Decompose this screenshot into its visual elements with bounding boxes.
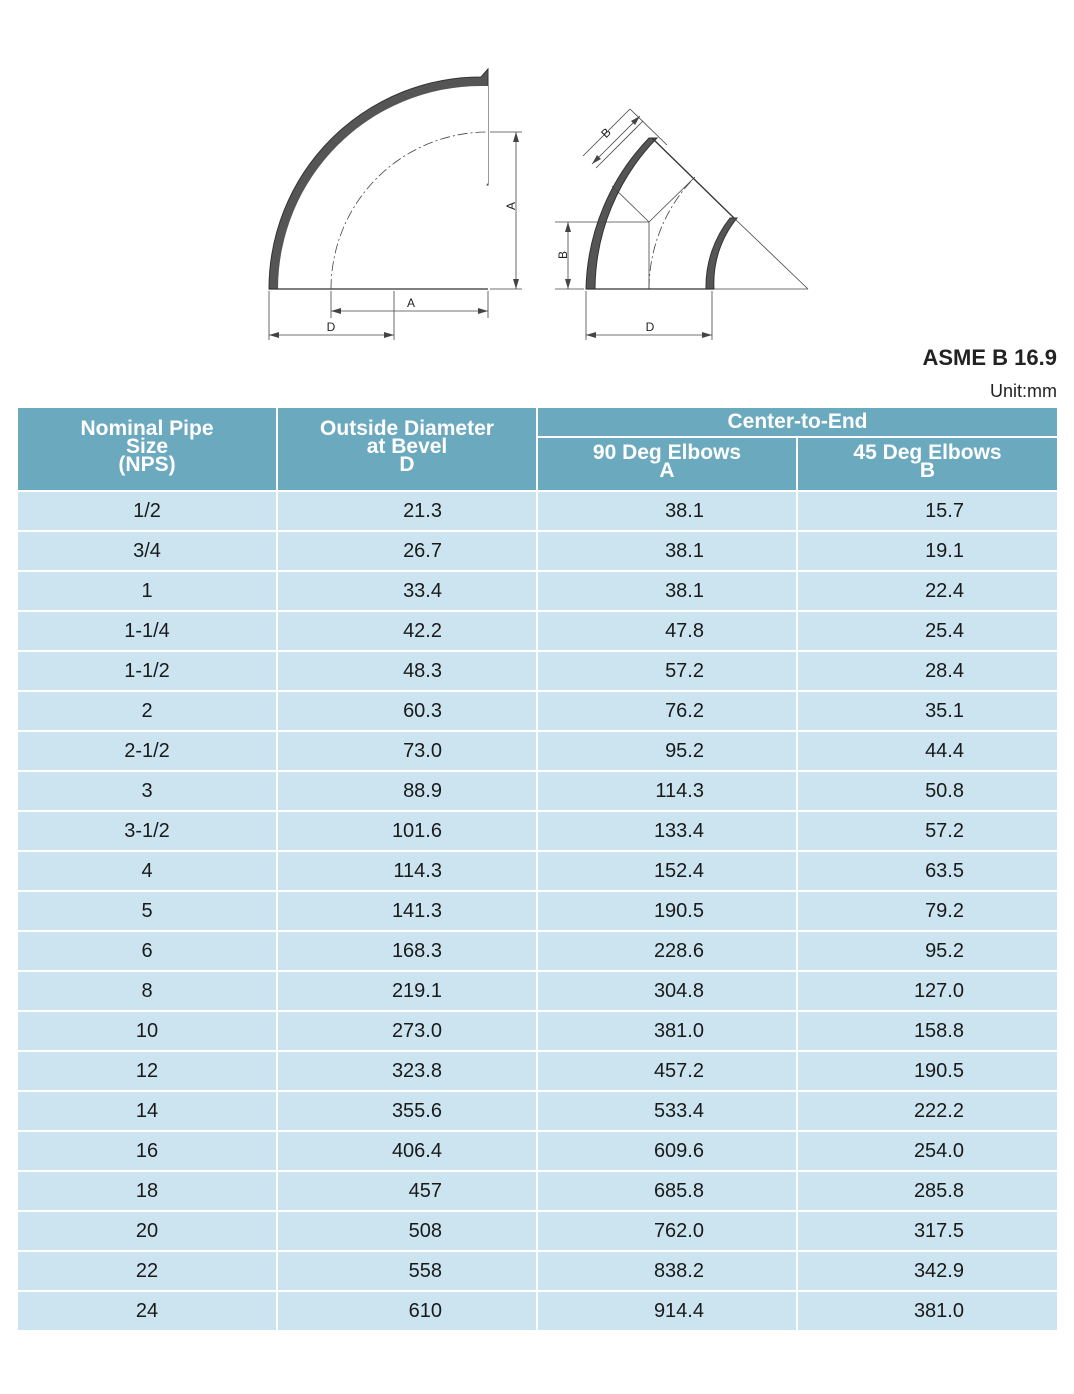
cell-outside-diameter: 88.9 xyxy=(277,771,537,811)
cell-center-to-end-90: 95.2 xyxy=(537,731,797,771)
cell-center-to-end-45: 57.2 xyxy=(797,811,1058,851)
cell-nps: 1 xyxy=(17,571,277,611)
header-nps: Nominal Pipe Size (NPS) xyxy=(17,407,277,491)
table-row xyxy=(17,1091,1058,1131)
cell-center-to-end-45: 190.5 xyxy=(797,1051,1058,1091)
cell-outside-diameter: 48.3 xyxy=(277,651,537,691)
cell-nps: 14 xyxy=(17,1091,277,1131)
table-row xyxy=(17,1211,1058,1251)
cell-nps: 12 xyxy=(17,1051,277,1091)
cell-center-to-end-90: 38.1 xyxy=(537,491,797,531)
dim-label-d-90: D xyxy=(326,320,336,334)
table-row xyxy=(17,771,1058,811)
table-row xyxy=(17,851,1058,891)
table-row xyxy=(17,1131,1058,1171)
cell-outside-diameter: 508 xyxy=(277,1211,537,1251)
cell-center-to-end-45: 22.4 xyxy=(797,571,1058,611)
cell-outside-diameter: 457 xyxy=(277,1171,537,1211)
cell-nps: 5 xyxy=(17,891,277,931)
cell-outside-diameter: 558 xyxy=(277,1251,537,1291)
cell-outside-diameter: 73.0 xyxy=(277,731,537,771)
header-center-to-end: Center-to-End xyxy=(537,407,1058,437)
table-row xyxy=(17,571,1058,611)
cell-outside-diameter: 33.4 xyxy=(277,571,537,611)
cell-center-to-end-45: 15.7 xyxy=(797,491,1058,531)
cell-nps: 4 xyxy=(17,851,277,891)
header-outside-diameter: Outside Diameter at Bevel D xyxy=(277,407,537,491)
cell-center-to-end-90: 152.4 xyxy=(537,851,797,891)
cell-nps: 24 xyxy=(17,1291,277,1331)
cell-center-to-end-45: 35.1 xyxy=(797,691,1058,731)
cell-center-to-end-45: 50.8 xyxy=(797,771,1058,811)
cell-center-to-end-90: 57.2 xyxy=(537,651,797,691)
cell-nps: 20 xyxy=(17,1211,277,1251)
header-90-deg-elbows: 90 Deg Elbows A xyxy=(537,437,797,491)
elbow-90-drawing xyxy=(269,69,522,340)
cell-center-to-end-90: 190.5 xyxy=(537,891,797,931)
dim-label-a-vertical: A xyxy=(504,201,518,211)
cell-nps: 3-1/2 xyxy=(17,811,277,851)
table-row xyxy=(17,811,1058,851)
cell-center-to-end-45: 25.4 xyxy=(797,611,1058,651)
cell-center-to-end-90: 762.0 xyxy=(537,1211,797,1251)
cell-center-to-end-90: 457.2 xyxy=(537,1051,797,1091)
dim-label-d-45: D xyxy=(645,320,655,334)
cell-outside-diameter: 355.6 xyxy=(277,1091,537,1131)
cell-center-to-end-45: 44.4 xyxy=(797,731,1058,771)
cell-center-to-end-45: 95.2 xyxy=(797,931,1058,971)
cell-outside-diameter: 141.3 xyxy=(277,891,537,931)
cell-nps: 18 xyxy=(17,1171,277,1211)
cell-center-to-end-90: 114.3 xyxy=(537,771,797,811)
cell-center-to-end-90: 533.4 xyxy=(537,1091,797,1131)
table-row xyxy=(17,731,1058,771)
cell-nps: 22 xyxy=(17,1251,277,1291)
elbow-45-drawing xyxy=(555,109,808,340)
cell-center-to-end-90: 914.4 xyxy=(537,1291,797,1331)
cell-center-to-end-90: 609.6 xyxy=(537,1131,797,1171)
cell-outside-diameter: 168.3 xyxy=(277,931,537,971)
table-row xyxy=(17,691,1058,731)
cell-center-to-end-90: 76.2 xyxy=(537,691,797,731)
cell-center-to-end-45: 285.8 xyxy=(797,1171,1058,1211)
table-row xyxy=(17,611,1058,651)
table-row xyxy=(17,491,1058,531)
cell-outside-diameter: 60.3 xyxy=(277,691,537,731)
table-row xyxy=(17,1011,1058,1051)
header-45-deg-elbows: 45 Deg Elbows B xyxy=(797,437,1058,491)
cell-center-to-end-90: 228.6 xyxy=(537,931,797,971)
dim-label-b-vertical: B xyxy=(556,250,570,260)
cell-outside-diameter: 114.3 xyxy=(277,851,537,891)
table-body xyxy=(17,491,1058,1331)
cell-center-to-end-45: 342.9 xyxy=(797,1251,1058,1291)
cell-outside-diameter: 42.2 xyxy=(277,611,537,651)
cell-outside-diameter: 21.3 xyxy=(277,491,537,531)
cell-nps: 1/2 xyxy=(17,491,277,531)
cell-outside-diameter: 406.4 xyxy=(277,1131,537,1171)
elbow-diagram xyxy=(0,0,1074,345)
cell-outside-diameter: 323.8 xyxy=(277,1051,537,1091)
cell-nps: 2-1/2 xyxy=(17,731,277,771)
cell-nps: 3 xyxy=(17,771,277,811)
cell-center-to-end-90: 38.1 xyxy=(537,571,797,611)
cell-center-to-end-45: 254.0 xyxy=(797,1131,1058,1171)
cell-center-to-end-45: 79.2 xyxy=(797,891,1058,931)
unit-label: Unit:mm xyxy=(990,381,1057,401)
table-row xyxy=(17,891,1058,931)
cell-center-to-end-45: 222.2 xyxy=(797,1091,1058,1131)
table-row xyxy=(17,971,1058,1011)
cell-center-to-end-90: 38.1 xyxy=(537,531,797,571)
elbow-dimension-table xyxy=(16,406,1059,1332)
cell-nps: 16 xyxy=(17,1131,277,1171)
cell-nps: 6 xyxy=(17,931,277,971)
table-row xyxy=(17,1171,1058,1211)
cell-center-to-end-45: 127.0 xyxy=(797,971,1058,1011)
table-row xyxy=(17,1291,1058,1331)
dim-label-b-diagonal: B xyxy=(598,125,614,141)
cell-center-to-end-45: 158.8 xyxy=(797,1011,1058,1051)
cell-nps: 3/4 xyxy=(17,531,277,571)
cell-center-to-end-90: 838.2 xyxy=(537,1251,797,1291)
cell-nps: 1-1/2 xyxy=(17,651,277,691)
cell-center-to-end-90: 685.8 xyxy=(537,1171,797,1211)
cell-outside-diameter: 101.6 xyxy=(277,811,537,851)
cell-center-to-end-45: 317.5 xyxy=(797,1211,1058,1251)
table-row xyxy=(17,931,1058,971)
dim-label-a-horizontal: A xyxy=(406,296,416,310)
cell-center-to-end-90: 133.4 xyxy=(537,811,797,851)
standard-title: ASME B 16.9 xyxy=(922,345,1057,370)
cell-outside-diameter: 610 xyxy=(277,1291,537,1331)
cell-center-to-end-90: 381.0 xyxy=(537,1011,797,1051)
cell-nps: 2 xyxy=(17,691,277,731)
cell-outside-diameter: 219.1 xyxy=(277,971,537,1011)
cell-center-to-end-90: 47.8 xyxy=(537,611,797,651)
table-row xyxy=(17,1251,1058,1291)
table-row xyxy=(17,531,1058,571)
cell-center-to-end-90: 304.8 xyxy=(537,971,797,1011)
cell-nps: 1-1/4 xyxy=(17,611,277,651)
cell-nps: 8 xyxy=(17,971,277,1011)
cell-outside-diameter: 26.7 xyxy=(277,531,537,571)
table-row xyxy=(17,651,1058,691)
cell-center-to-end-45: 63.5 xyxy=(797,851,1058,891)
cell-center-to-end-45: 19.1 xyxy=(797,531,1058,571)
cell-center-to-end-45: 28.4 xyxy=(797,651,1058,691)
table-row xyxy=(17,1051,1058,1091)
cell-outside-diameter: 273.0 xyxy=(277,1011,537,1051)
cell-center-to-end-45: 381.0 xyxy=(797,1291,1058,1331)
cell-nps: 10 xyxy=(17,1011,277,1051)
